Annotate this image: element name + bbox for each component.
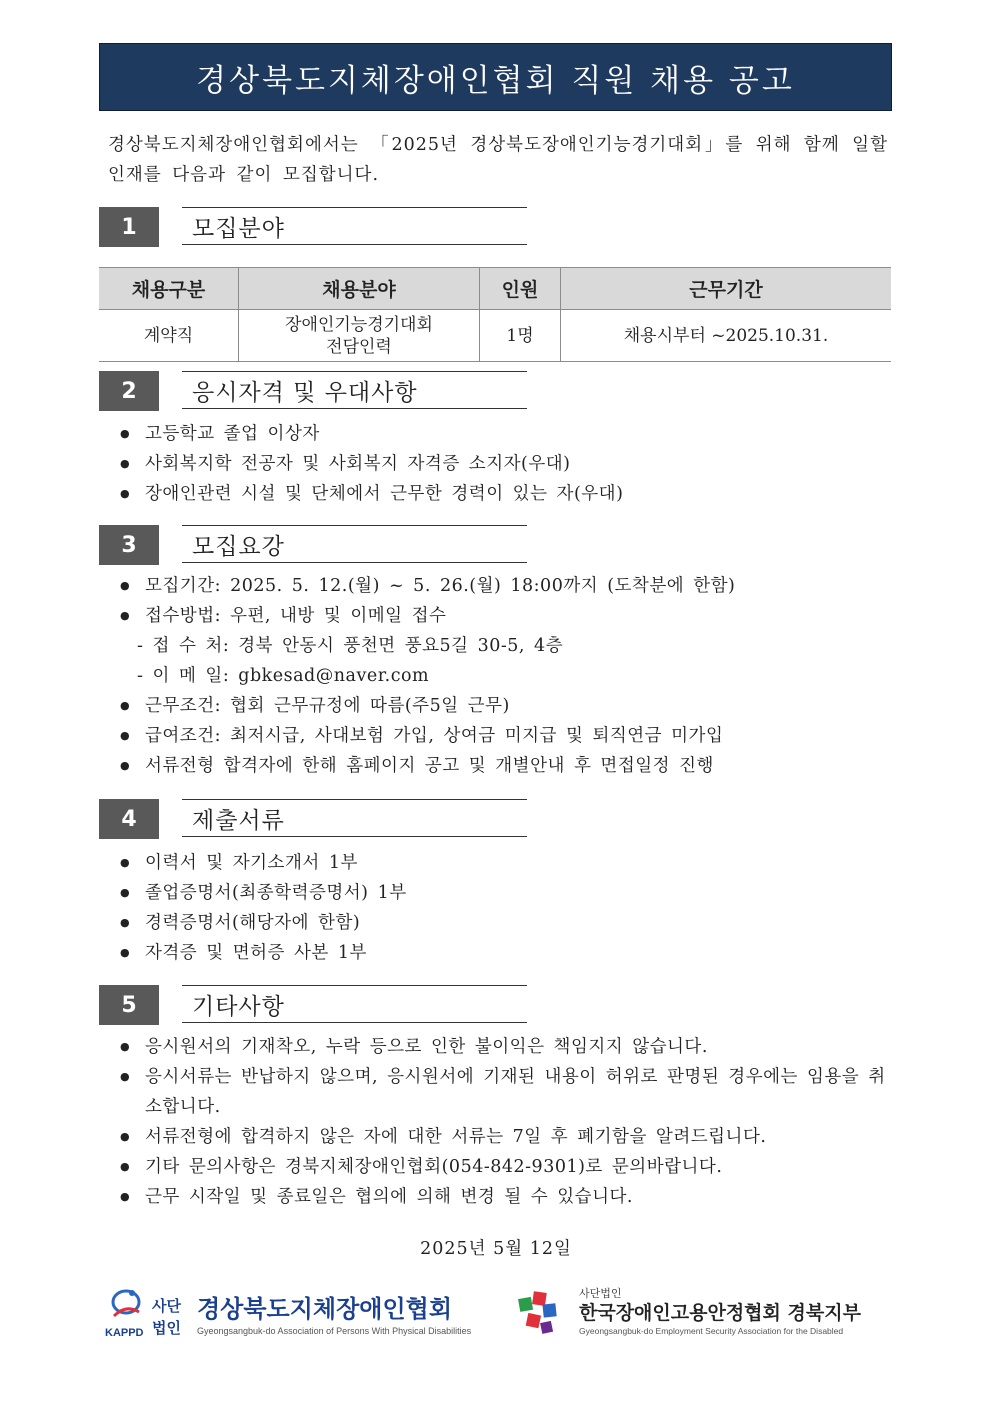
logo-org-english: Gyeongsangbuk-do Employment Security Association for the Disabled <box>579 1326 844 1336</box>
table-cell: 1명 <box>480 310 561 362</box>
list-subitem: - 이 메 일: gbkesad@naver.com <box>137 666 430 686</box>
logo-org-english: Gyeongsangbuk-do Association of Persons With Physical Disabilities <box>197 1326 472 1336</box>
list-item: ● 사회복지학 전공자 및 사회복지 자격증 소지자(우대) <box>120 449 890 479</box>
section-number: 4 <box>99 799 159 839</box>
list-item: ● 급여조건: 최저시급, 사대보험 가입, 상여금 미지급 및 퇴직연금 미가입 <box>120 721 890 751</box>
announcement-date: 2025년 5월 12일 <box>420 1239 572 1259</box>
list-item: ● 이력서 및 자기소개서 1부 <box>120 848 890 878</box>
section-header-1 <box>99 207 529 247</box>
guidelines-list <box>120 571 890 781</box>
logo-org-name: 경상북도지체장애인협회 <box>197 1295 453 1323</box>
list-item: ● 응시서류는 반납하지 않으며, 응시원서에 기재된 내용이 허위로 판명된 경우에는 임용을 취소합니다. <box>120 1062 890 1122</box>
logo-org-name: 한국장애인고용안정협회 경북지부 <box>579 1302 861 1324</box>
logo-tag: 사단 <box>152 1297 181 1315</box>
table-header: 인원 <box>480 268 561 310</box>
list-item: ● 응시원서의 기재착오, 누락 등으로 인한 불이익은 책임지지 않습니다. <box>120 1032 890 1062</box>
intro-paragraph: 경상북도지체장애인협회에서는 「2025년 경상북도장애인기능경기대회」를 위해 함께 일할 인재를 다음과 같이 모집합니다. <box>108 135 888 185</box>
section-number: 5 <box>99 985 159 1025</box>
section-title: 응시자격 및 우대사항 <box>182 371 527 409</box>
documents-list <box>120 848 890 968</box>
section-title: 모집분야 <box>182 207 527 245</box>
table-row <box>99 310 891 362</box>
section-title: 제출서류 <box>182 799 527 837</box>
list-item: ● 모집기간: 2025. 5. 12.(월) ~ 5. 26.(월) 18:00까지 (도착분에 한함) <box>120 571 890 601</box>
list-item: ● 근무 시작일 및 종료일은 협의에 의해 변경 될 수 있습니다. <box>120 1182 890 1212</box>
kesad-logo <box>513 1284 883 1344</box>
list-item: ● 근무조건: 협회 근무규정에 따름(주5일 근무) <box>120 691 890 721</box>
logo-abbr: KAPPD <box>105 1327 144 1339</box>
list-item: ● 졸업증명서(최종학력증명서) 1부 <box>120 878 890 908</box>
section-header-2 <box>99 371 529 411</box>
qualifications-list <box>120 419 890 509</box>
table-cell: 채용시부터 ~2025.10.31. <box>561 310 892 362</box>
section-header-3 <box>99 525 529 565</box>
section-number: 1 <box>99 207 159 247</box>
field-line: 장애인기능경기대회 <box>285 314 433 335</box>
list-item: ● 자격증 및 면허증 사본 1부 <box>120 938 890 968</box>
section-title: 모집요강 <box>182 525 527 563</box>
list-item: ● 접수방법: 우편, 내방 및 이메일 접수 <box>120 601 890 631</box>
table-header: 채용구분 <box>99 268 239 310</box>
table-header-row <box>99 268 891 310</box>
section-number: 3 <box>99 525 159 565</box>
list-item: ● 서류전형 합격자에 한해 홈페이지 공고 및 개별안내 후 면접일정 진행 <box>120 751 890 781</box>
table-header: 근무기간 <box>561 268 892 310</box>
section-header-4 <box>99 799 529 839</box>
logo-tag: 법인 <box>152 1319 181 1337</box>
table-cell <box>239 310 480 362</box>
page-title: 경상북도지체장애인협회 직원 채용 공고 <box>196 62 795 99</box>
list-subitem: - 접 수 처: 경북 안동시 풍천면 풍요5길 30-5, 4층 <box>137 636 564 656</box>
section-title: 기타사항 <box>182 985 527 1023</box>
field-line: 전담인력 <box>326 336 392 357</box>
list-item: ● 경력증명서(해당자에 한함) <box>120 908 890 938</box>
list-item: ● 기타 문의사항은 경북지체장애인협회(054-842-9301)로 문의바랍니다. <box>120 1152 890 1182</box>
list-item: ● 서류전형에 합격하지 않은 자에 대한 서류는 7일 후 폐기함을 알려드립니다. <box>120 1122 890 1152</box>
kappd-emblem-icon <box>105 1284 505 1344</box>
table-header: 채용분야 <box>239 268 480 310</box>
table-cell: 계약직 <box>99 310 239 362</box>
section-number: 2 <box>99 371 159 411</box>
recruitment-table <box>99 267 891 362</box>
section-header-5 <box>99 985 529 1025</box>
kesad-emblem-icon <box>513 1284 883 1344</box>
kappd-logo <box>105 1284 505 1344</box>
others-list <box>120 1032 890 1212</box>
title-banner <box>99 43 892 111</box>
logo-tag: 사단법인 <box>579 1287 622 1300</box>
list-item: ● 장애인관련 시설 및 단체에서 근무한 경력이 있는 자(우대) <box>120 479 890 509</box>
list-item: ● 고등학교 졸업 이상자 <box>120 419 890 449</box>
